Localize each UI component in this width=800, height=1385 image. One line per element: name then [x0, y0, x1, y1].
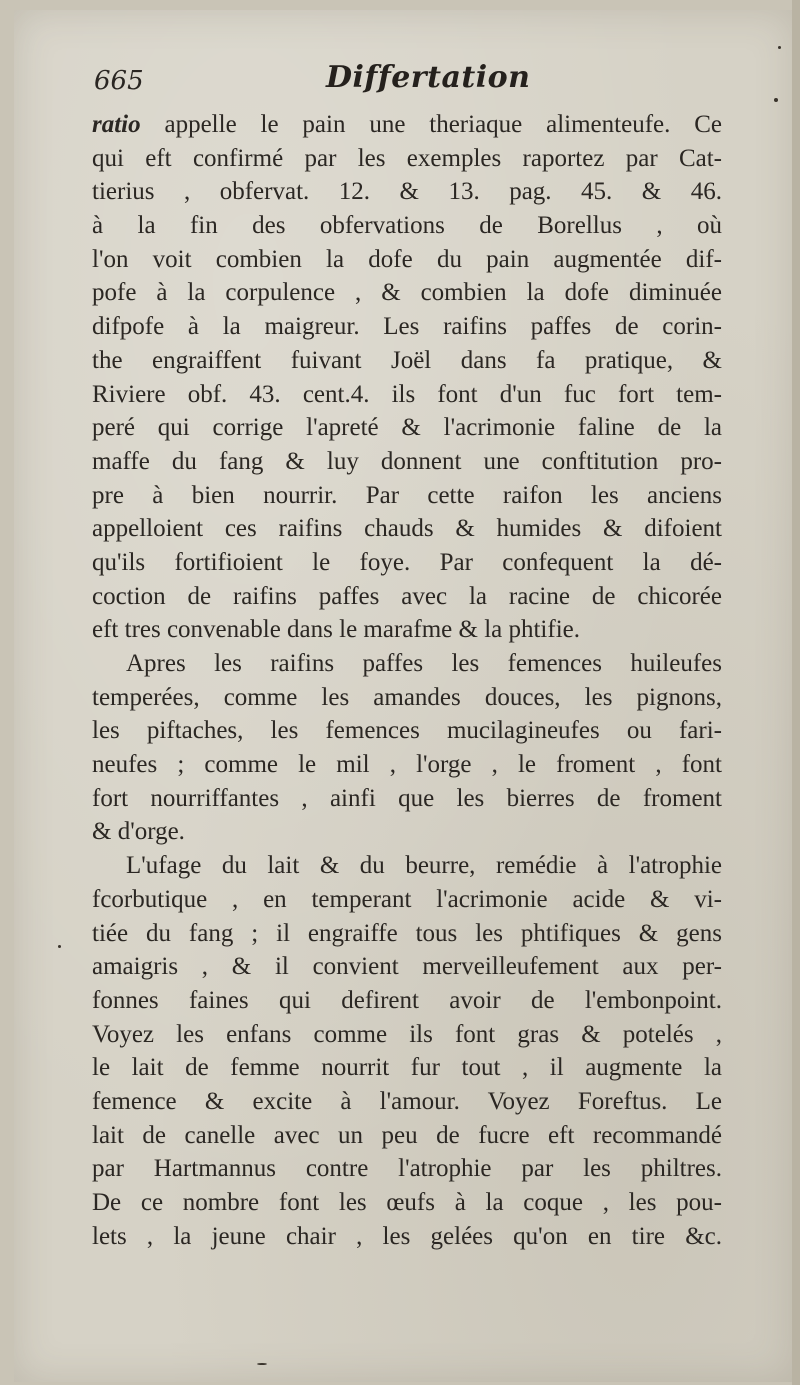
text-line: peré qui corrige l'apreté & l'acrimonie faline de la	[92, 414, 722, 442]
text-line: tierius , obfervat. 12. & 13. pag. 45. & 46.	[92, 178, 722, 206]
text-line: qui eft confirmé par les exemples raportez par Cat-	[92, 144, 722, 172]
text-line: & d'orge.	[92, 818, 185, 846]
text-line: par Hartmannus contre l'atrophie par les philtres.	[92, 1155, 722, 1183]
page-edge	[792, 0, 800, 1385]
page-header	[94, 60, 734, 104]
lead-word: ratio	[92, 111, 141, 138]
text-line: the engraiffent fuivant Joël dans fa pratique, &	[92, 346, 722, 374]
text-line: Riviere obf. 43. cent.4. ils font d'un fuc fort tem-	[92, 380, 722, 408]
text-line: maffe du fang & luy donnent une conftitution pro-	[92, 447, 722, 475]
text-line: tiée du fang ; il engraiffe tous les phtifiques & gens	[92, 919, 722, 947]
paper-speck	[58, 945, 61, 948]
paper-speck	[778, 46, 781, 49]
text-line: De ce nombre font les œufs à la coque , les pou-	[92, 1189, 722, 1216]
text-line	[92, 108, 722, 142]
text-line: appelloient ces raifins chauds & humides & difoient	[92, 515, 722, 543]
text-line: eft tres convenable dans le marafme & la phtifie.	[92, 616, 580, 644]
text-line: L'ufage du lait & du beurre, remédie à l'atrophie	[126, 852, 722, 880]
text-line: temperées, comme les amandes douces, les pignons,	[92, 683, 722, 711]
text-line: fort nourriffantes , ainfi que les bierres de froment	[92, 784, 722, 812]
text-line: à la fin des obfervations de Borellus , où	[92, 212, 722, 240]
text-line: le lait de femme nourrit fur tout , il augmente la	[92, 1054, 722, 1082]
text-line: pre à bien nourrir. Par cette raifon les anciens	[92, 481, 722, 509]
text-line: neufes ; comme le mil , l'orge , le froment , font	[92, 751, 722, 779]
text-line: fcorbutique , en temperant l'acrimonie acide & vi-	[92, 885, 722, 913]
first-line-text: appelle le pain une theriaque alimenteufe. Ce	[164, 111, 722, 138]
text-line: fonnes faines qui defirent avoir de l'embonpoint.	[92, 986, 722, 1014]
text-line: difpofe à la maigreur. Les raifins paffes de corin-	[92, 313, 722, 341]
book-page	[14, 10, 794, 1382]
text-line: Voyez les enfans comme ils font gras & potelés ,	[92, 1020, 722, 1048]
text-line: Apres les raifins paffes les femences huileufes	[126, 650, 722, 677]
text-line: pofe à la corpulence , & combien la dofe diminuée	[92, 279, 722, 307]
page-number: 665	[94, 66, 144, 96]
text-line: les piftaches, les femences mucilagineufes ou fari-	[92, 717, 722, 745]
text-line: lets , la jeune chair , les gelées qu'on en tire &c.	[92, 1222, 722, 1250]
text-line: lait de canelle avec un peu de fucre eft recommandé	[92, 1121, 722, 1149]
text-line: femence & excite à l'amour. Voyez Foreftus. Le	[92, 1087, 722, 1115]
text-line: amaigris , & il convient merveilleufement aux per-	[92, 953, 722, 981]
body-text	[92, 108, 722, 1253]
text-line: coction de raifins paffes avec la racine de chicorée	[92, 582, 722, 610]
text-line: qu'ils fortifioient le foye. Par confequent la dé-	[92, 548, 722, 576]
text-line: l'on voit combien la dofe du pain augmentée dif-	[92, 245, 722, 273]
paper-speck	[774, 98, 778, 102]
paper-speck	[257, 1363, 267, 1365]
running-title: Differtation	[326, 60, 531, 95]
